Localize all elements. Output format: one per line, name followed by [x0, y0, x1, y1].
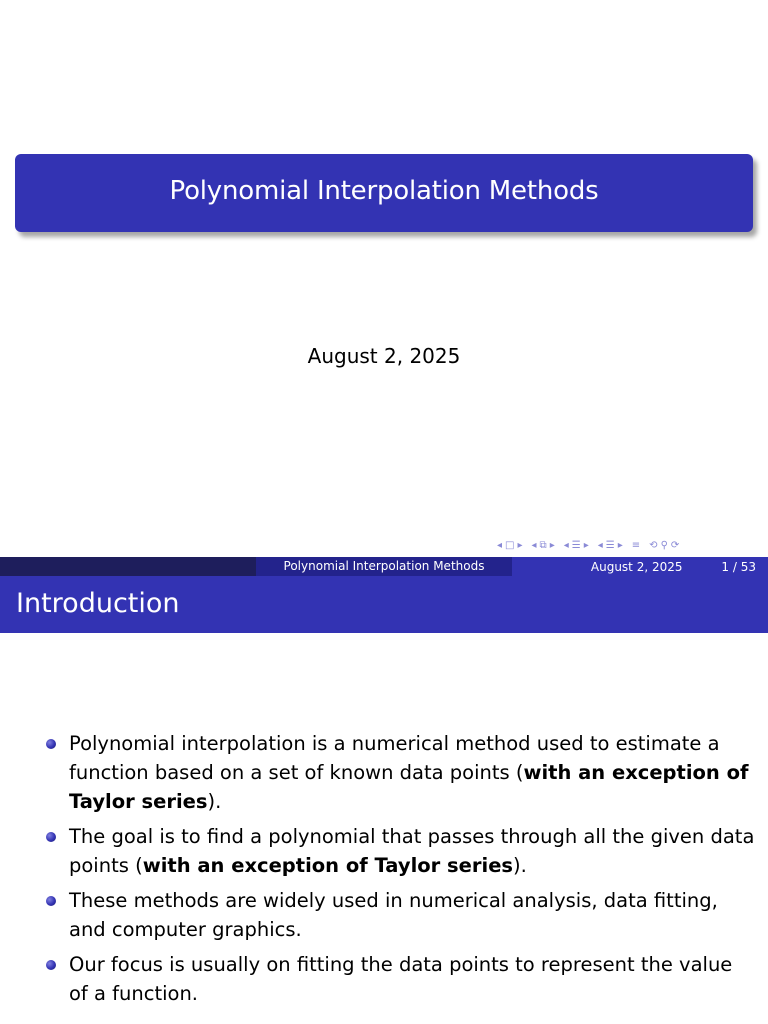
bullet-list	[46, 729, 756, 1014]
footer-title: Polynomial Interpolation Methods	[256, 557, 512, 576]
presentation-title: Polynomial Interpolation Methods	[169, 176, 599, 206]
beamer-navigation-bar	[497, 538, 682, 552]
nav-right-arrow-icon[interactable]: ▸	[517, 539, 523, 551]
bullet-icon	[46, 960, 56, 970]
bullet-icon	[46, 832, 56, 842]
footer-page-number: 1 / 53	[721, 559, 756, 574]
footline	[0, 557, 768, 576]
presentation-date: August 2, 2025	[307, 344, 461, 368]
footer-author	[0, 557, 256, 576]
footer-date-page	[512, 557, 768, 576]
nav-subsection-icon[interactable]: ⧉	[539, 539, 547, 551]
nav-left-arrow-icon[interactable]: ◂	[597, 539, 603, 551]
nav-search-icon[interactable]: ⚲	[660, 539, 668, 551]
nav-right-arrow-icon[interactable]: ▸	[549, 539, 555, 551]
nav-section-icon[interactable]: ☰	[605, 539, 615, 551]
list-item: Polynomial interpolation is a numerical method used to estimate a function based on a set of known data points (with an exception of Taylor series).	[46, 729, 756, 816]
bullet-icon	[46, 896, 56, 906]
introduction-slide	[0, 576, 768, 1024]
nav-left-arrow-icon[interactable]: ◂	[497, 539, 503, 551]
nav-right-arrow-icon[interactable]: ▸	[617, 539, 623, 551]
nav-align-icon[interactable]: ≡	[631, 539, 641, 551]
nav-search-icon[interactable]: ⟲	[649, 539, 658, 551]
list-item: Our focus is usually on fitting the data points to represent the value of a function.	[46, 950, 756, 1008]
nav-search-icon[interactable]: ⟳	[670, 539, 680, 551]
frame-title-bar	[0, 576, 768, 633]
bullet-icon	[46, 739, 56, 749]
list-item: The goal is to find a polynomial that passes through all the given data points (with an exception of Taylor series).	[46, 822, 756, 880]
list-item: These methods are widely used in numerical analysis, data fitting, and computer graphics.	[46, 886, 756, 944]
title-block	[15, 154, 753, 232]
nav-right-arrow-icon[interactable]: ▸	[583, 539, 589, 551]
nav-frame-icon[interactable]: □	[505, 539, 515, 551]
frame-title: Introduction	[16, 588, 180, 619]
nav-section-icon[interactable]: ☰	[571, 539, 581, 551]
nav-left-arrow-icon[interactable]: ◂	[531, 539, 537, 551]
nav-left-arrow-icon[interactable]: ◂	[563, 539, 569, 551]
footer-date: August 2, 2025	[590, 559, 683, 574]
